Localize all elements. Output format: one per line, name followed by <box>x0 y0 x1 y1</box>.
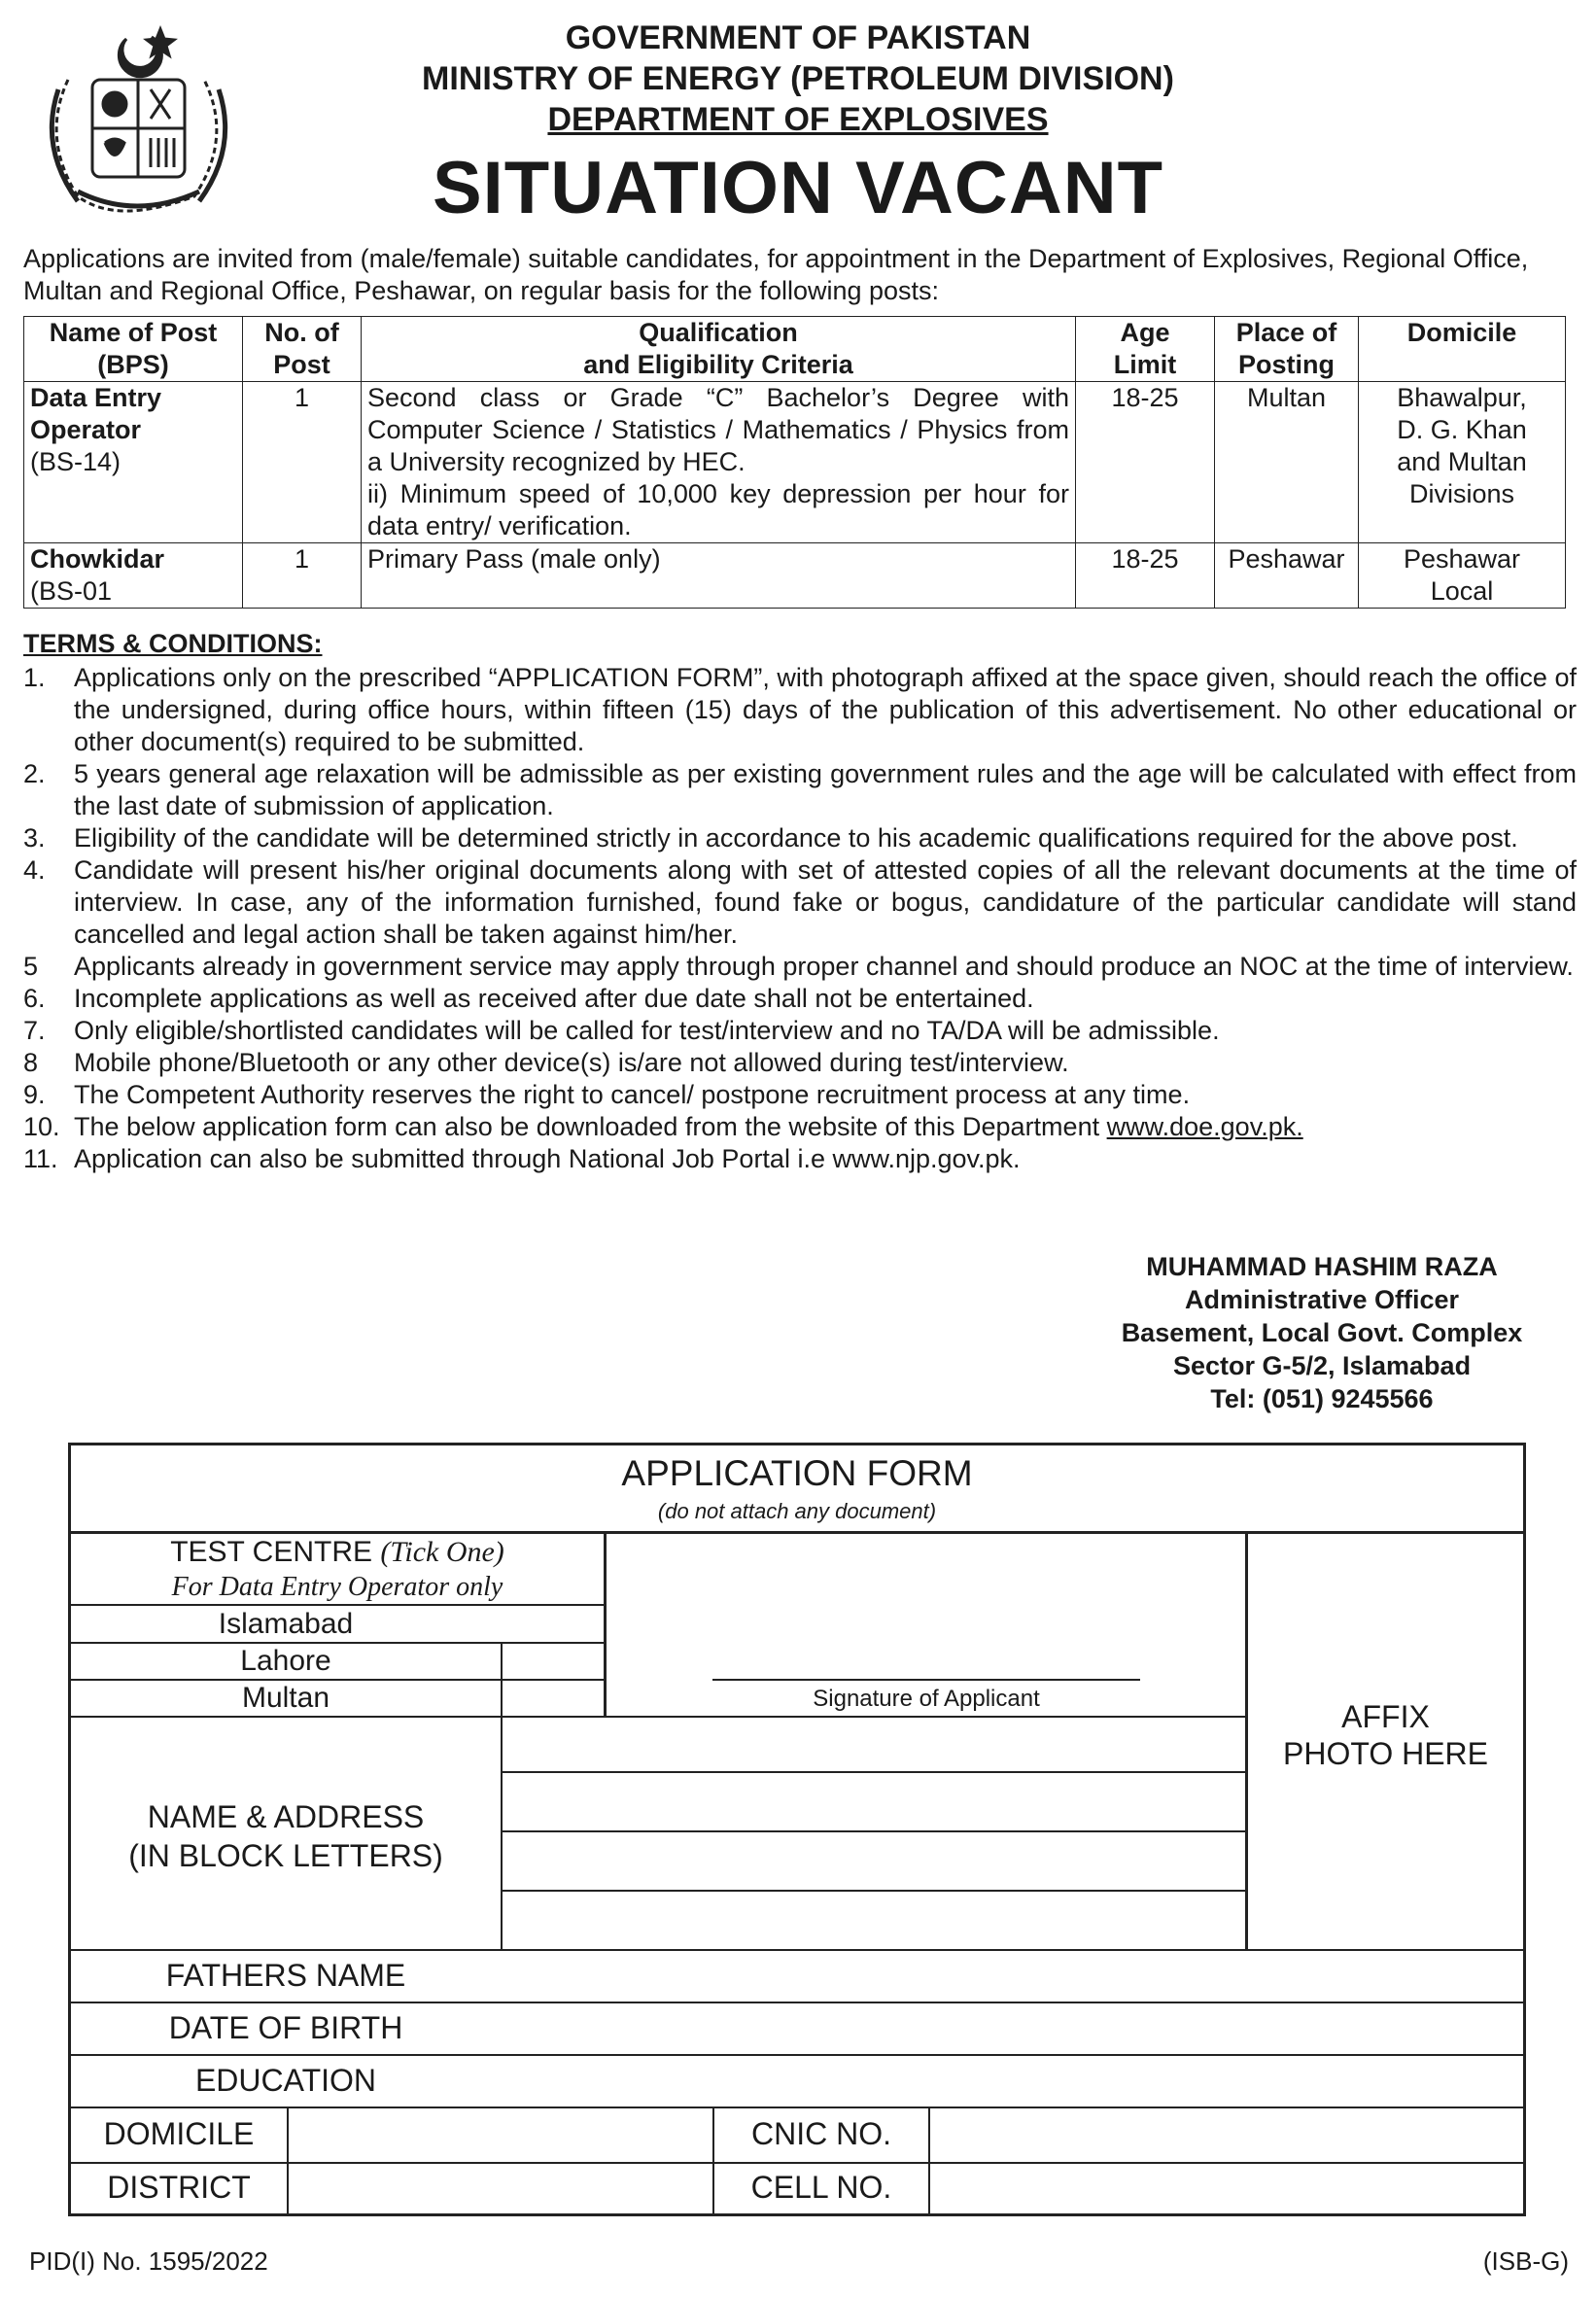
district-label: DISTRICT <box>107 2170 251 2205</box>
col-place-of-posting: Place of Posting <box>1215 317 1359 382</box>
header-ministry: MINISTRY OF ENERGY (PETROLEUM DIVISION) <box>422 60 1174 97</box>
col-no-of-post: No. of Post <box>243 317 362 382</box>
form-line <box>71 2106 1523 2108</box>
form-line <box>71 1949 1523 1951</box>
header-department: DEPARTMENT OF EXPLOSIVES <box>547 101 1049 138</box>
application-form <box>68 1443 1526 2216</box>
col-domicile: Domicile <box>1359 317 1566 382</box>
form-line <box>71 2162 1523 2164</box>
form-line <box>71 1716 1247 1718</box>
domicile-label: DOMICILE <box>103 2116 255 2151</box>
name-address-label: NAME & ADDRESS (IN BLOCK LETTERS) <box>128 1799 443 1873</box>
terms-list <box>23 662 1577 1175</box>
office-telephone: Tel: (051) 9245566 <box>1210 1384 1434 1413</box>
form-line <box>71 1642 606 1644</box>
col-name-of-post: Name of Post (BPS) <box>24 317 243 382</box>
table-row: Data Entry Operator (BS-14) 1 Second class or Grade “C” Bachelor’s Degree with Computer Science / Statistics / Mathematics / Physics from a University recognized by HEC. ii) Minimum speed of 10,000 key depression per hour for data entry/ verification. 18-25 Multan Bhawalpur, D. G. Khan and Multan Divisions <box>24 382 1566 543</box>
list-item: 10. The below application form can also be downloaded from the website of this Department www.doe.gov.pk. <box>23 1112 1303 1141</box>
district-field[interactable] <box>291 2165 711 2213</box>
website-link[interactable]: www.doe.gov.pk. <box>1106 1112 1303 1141</box>
page-title: SITUATION VACANT <box>432 147 1164 229</box>
form-line <box>71 2002 1523 2003</box>
education-label: EDUCATION <box>194 2063 377 2098</box>
fathers-name-field[interactable] <box>504 1952 1521 2001</box>
list-item: 3. Eligibility of the candidate will be determined strictly in accordance to his academic qualifications required for the above post. <box>23 823 1518 853</box>
form-line <box>501 1642 503 1949</box>
signature-field[interactable] <box>712 1552 1140 1677</box>
cell-label: CELL NO. <box>750 2170 892 2205</box>
officer-name: MUHAMMAD HASHIM RAZA <box>1146 1252 1498 1281</box>
officer-designation: Administrative Officer <box>1184 1285 1460 1314</box>
name-address-field[interactable] <box>504 1719 1243 1946</box>
posts-table <box>23 316 1566 609</box>
list-item: 7. Only eligible/shortlisted candidates will be called for test/interview and no TA/DA will be admissible. <box>23 1016 1220 1045</box>
education-field[interactable] <box>504 2057 1521 2106</box>
form-line <box>928 2106 930 2216</box>
dob-label: DATE OF BIRTH <box>168 2010 403 2045</box>
form-line <box>287 2106 289 2216</box>
centre-islamabad: Islamabad <box>218 1608 354 1640</box>
terms-title: TERMS & CONDITIONS: <box>23 629 323 658</box>
list-item: 8 Mobile phone/Bluetooth or any other device(s) is/are not allowed during test/interview. <box>23 1048 1069 1077</box>
cnic-label: CNIC NO. <box>751 2116 891 2151</box>
list-item: 1. Applications only on the prescribed “APPLICATION FORM”, with photograph affixed at the space given, should reach the office of the undersigned, during office hours, within fifteen (15) days of the publication of this advertisement. No other educational or other document(s) required to be submitted. <box>23 663 1577 756</box>
test-centre-label: TEST CENTRE (Tick One) <box>170 1536 504 1568</box>
list-item: 5 Applicants already in government service may apply through proper channel and should produce an NOC at the time of interview. <box>23 952 1574 981</box>
list-item: 4. Candidate will present his/her original documents along with set of attested copies of all the relevant documents at the time of interview. In case, any of the information furnished, found fake or bogus, candidature of the particular candidate will stand cancelled and legal action shall be taken against him/her. <box>23 855 1577 949</box>
fathers-name-label: FATHERS NAME <box>165 1958 406 1993</box>
cnic-field[interactable] <box>932 2109 1521 2160</box>
signature-block <box>1069 1250 1575 1415</box>
list-item: 2. 5 years general age relaxation will be admissible as per existing government rules and the age will be calculated with effect from the last date of submission of application. <box>23 759 1577 820</box>
cell-field[interactable] <box>932 2165 1521 2213</box>
centre-lahore-checkbox[interactable] <box>504 1645 602 1678</box>
isb-code: (ISB-G) <box>1482 2246 1569 2276</box>
form-subtitle: (do not attach any document) <box>657 1499 937 1523</box>
pid-number: PID(I) No. 1595/2022 <box>29 2246 268 2276</box>
domicile-field[interactable] <box>291 2109 711 2160</box>
form-line <box>71 1531 1523 1534</box>
centre-multan: Multan <box>241 1682 330 1714</box>
form-title: APPLICATION FORM <box>621 1453 973 1493</box>
signature-line <box>712 1679 1140 1681</box>
centre-lahore: Lahore <box>240 1645 331 1677</box>
form-line <box>604 1531 607 1716</box>
form-line <box>71 1604 606 1606</box>
list-item: 11. Application can also be submitted through National Job Portal i.e www.njp.gov.pk. <box>23 1144 1021 1173</box>
col-qualification: Qualification and Eligibility Criteria <box>362 317 1076 382</box>
centre-multan-checkbox[interactable] <box>504 1682 602 1715</box>
form-line <box>71 1679 606 1681</box>
office-address-2: Sector G-5/2, Islamabad <box>1172 1351 1472 1380</box>
dob-field[interactable] <box>504 2004 1521 2053</box>
signature-label: Signature of Applicant <box>813 1686 1040 1712</box>
list-item: 9. The Competent Authority reserves the right to cancel/ postpone recruitment process at any time. <box>23 1080 1191 1109</box>
office-address-1: Basement, Local Govt. Complex <box>1121 1318 1523 1347</box>
form-line <box>71 2054 1523 2056</box>
test-centre-note: For Data Entry Operator only <box>171 1572 503 1602</box>
col-age-limit: Age Limit <box>1076 317 1215 382</box>
table-row: Chowkidar (BS-01 1 Primary Pass (male only) 18-25 Peshawar Peshawar Local <box>24 543 1566 609</box>
table-header-row <box>24 317 1566 382</box>
centre-islamabad-checkbox[interactable] <box>504 1608 602 1641</box>
photo-box[interactable]: AFFIX PHOTO HERE <box>1283 1699 1488 1771</box>
list-item: 6. Incomplete applications as well as received after due date shall not be entertained. <box>23 984 1034 1013</box>
header-government: GOVERNMENT OF PAKISTAN <box>565 19 1031 56</box>
intro-paragraph: Applications are invited from (male/female) suitable candidates, for appointment in the Department of Explosives, Regional Office, Multan and Regional Office, Peshawar, on regular basis for the following posts: <box>23 244 1529 305</box>
